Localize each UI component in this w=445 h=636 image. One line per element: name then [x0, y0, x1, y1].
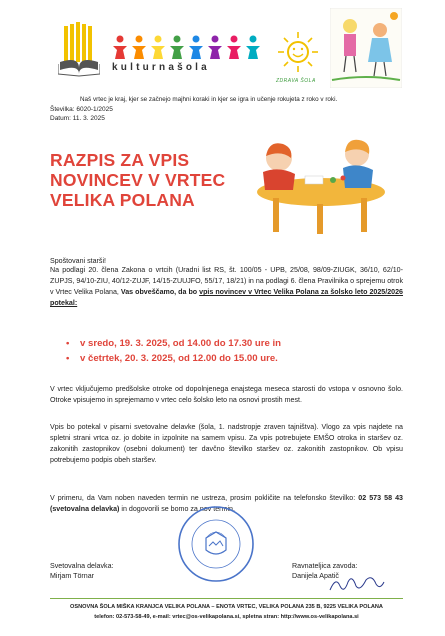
- kultura-letter: n: [159, 62, 169, 73]
- principal-name: Danijela Apatič: [292, 572, 339, 580]
- children-at-table-illustration: [233, 128, 403, 240]
- figure-icon: [189, 36, 203, 60]
- figure-icon: [132, 36, 146, 60]
- kultura-letter: a: [201, 62, 210, 73]
- kultura-letter: r: [151, 62, 159, 73]
- childrens-drawing-image: [330, 8, 402, 88]
- figure-icon: [246, 36, 260, 60]
- enrollment-note: vpis novincev v Vrtec Velika Polana za šolsko leto 2025/2026 potekal:: [50, 288, 404, 307]
- procedure-paragraph: Vpis bo potekal v pisarni svetovalne delavke (šola, 1. nadstropje zraven tajništva). Vlogo za vpis najdete na spletni strani vrtca oz. jo dobite in izpolnite na samem vpisu. Za vpis potrebujete EMŠO otroka in staršev oz. zakonitih zastopnikov (osebni dokument) ter davčno številko staršev oz. zakonitih zastopnikov. Ob vpisu potrebujemo podpis obeh staršev.: [50, 423, 403, 464]
- age-paragraph: V vrtec vključujemo predšolske otroke od dopolnjenega enajstega meseca starosti do vstopa v osnovno šolo. Otroke vpisujemo in sprejemamo v vrtec celo šolsko leto na osnovi prostih mest.: [50, 385, 403, 404]
- intro-paragraph: Na podlagi 20. člena Zakona o vrtcih (Uradni list RS, št. 100/05 - UPB, 25/08, 98/09-ZIUGK, 36/10, 62/10-ZUPJS, 94/10-ZIU, 40/12-ZUJF, 14/15-ZUUJFO, 55/17, 18/21) in na podlagi 6. člena Pravilnika o sprejemu otrok v Vrtec Velika Polana, Vas obveščamo, da bo vpis novincev v Vrtec Velika Polana za šolsko leto 2025/2026 potekal:: [50, 266, 404, 307]
- enrollment-date-2: • v četrtek, 20. 3. 2025, od 12.00 do 15.00 ure.: [66, 353, 278, 364]
- contact-paragraph: V primeru, da Vam noben naveden termin ne ustreza, prosim pokličite na telefonsko številko: 02 573 58 43 (svetovalna delavka) in dogovorili se bomo za nov termin.: [50, 494, 403, 513]
- children-figures-icon: [112, 34, 272, 60]
- principal-role: Ravnateljica zavoda:: [292, 562, 358, 570]
- school-stamp: [176, 504, 256, 584]
- document-number: Številka: 6020-1/2025: [50, 106, 113, 113]
- figure-icon: [170, 36, 184, 60]
- kultura-letter: k: [112, 62, 121, 73]
- zdrava-sola-label: ZDRAVA ŠOLA: [276, 78, 316, 84]
- kultura-letter: l: [195, 62, 202, 73]
- kultura-letter: a: [168, 62, 178, 73]
- kultura-letter: o: [185, 62, 196, 73]
- document-date: Datum: 11. 3. 2025: [50, 115, 105, 122]
- zdrava-sola-logo: [272, 30, 324, 80]
- counselor-role: Svetovalna delavka:: [50, 562, 114, 570]
- principal-signature: [326, 572, 386, 596]
- kultura-letter: u: [142, 62, 152, 73]
- page-title: RAZPIS ZA VPIS NOVINCEV V VRTEC VELIKA POLANA: [50, 150, 226, 210]
- counselor-name: Mirjam Törnar: [50, 572, 95, 580]
- motto-text: Naš vrtec je kraj, kjer se začnejo majhni koraki in kjer se igra in učenje rokujeta z roko v roki.: [80, 96, 338, 103]
- kultura-letter: l: [130, 62, 137, 73]
- enrollment-date-1: • v sredo, 19. 3. 2025, od 14.00 do 17.30 ure in: [66, 338, 282, 349]
- kultura-letter: t: [136, 62, 143, 73]
- kulturna-sola-text: [112, 62, 274, 76]
- figure-icon: [151, 36, 165, 60]
- kultura-letter: u: [120, 62, 131, 73]
- greeting: Spoštovani starši!: [50, 257, 106, 265]
- kultura-letter: š: [177, 62, 186, 73]
- figure-icon: [113, 36, 127, 60]
- figure-icon: [227, 36, 241, 60]
- footer-contact: telefon: 02-573-58-49, e-mail: vrtec@os-velikapolana.si, spletna stran: http://www.os-velikapolana.si: [94, 614, 359, 620]
- footer-address: OSNOVNA ŠOLA MIŠKA KRANJCA VELIKA POLANA – ENOTA VRTEC, VELIKA POLANA 235 B, 9225 VELIKA POLANA: [70, 604, 383, 610]
- figure-icon: [208, 36, 222, 60]
- kulturna-sola-logo: [58, 22, 100, 77]
- footer-divider: [50, 598, 403, 599]
